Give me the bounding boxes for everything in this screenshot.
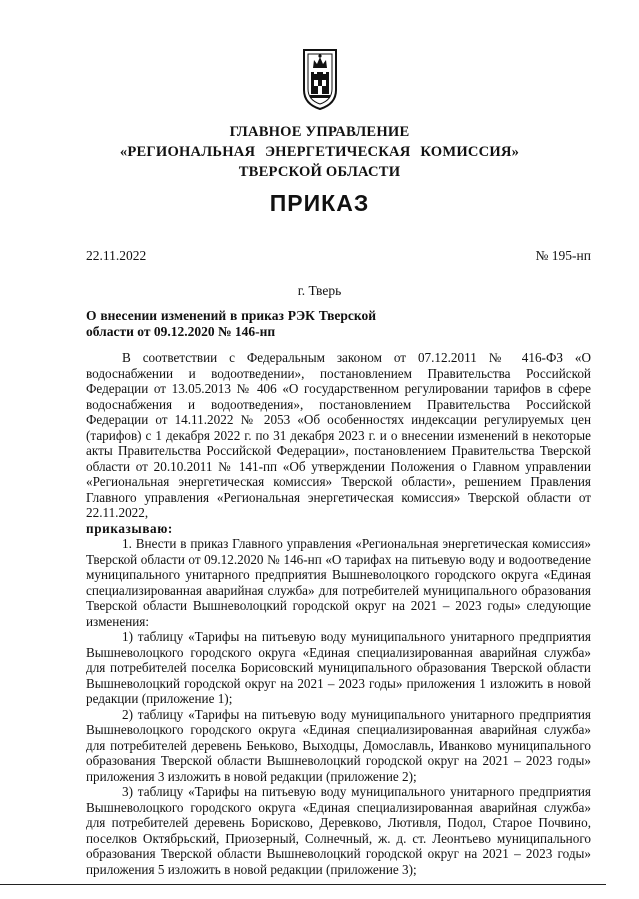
coat-of-arms-emblem [300,46,340,112]
org-name-line-3: ТВЕРСКОЙ ОБЛАСТИ [238,164,401,180]
document-body [86,350,591,877]
document-type-title: ПРИКАЗ [269,190,370,216]
preamble-paragraph: В соответствии с Федеральным законом от 07.12.2011 № 416-ФЗ «О водоснабжении и водоотведении», постановлением Правительства Российской Федерации от 13.05.2013 № 406 «О государственном регулировании тарифов в сфере водоснабжения и водоотведения», постановлением Правительства Российской Федерации от 14.11.2022 № 2053 «Об особенностях индексации регулируемых цен (тарифов) с 1 декабря 2022 г. по 31 декабря 2023 г. и о внесении изменений в некоторые акты Правительства Российской Федерации», постановлением Правительства Тверской области от 20.10.2011 № 141-пп «Об утверждении Положения о Главном управлении «Региональная энергетическая комиссия» Тверской области», решением Правления Главного управления «Региональная энергетическая комиссия» Тверской области от 22.11.2022, [86,350,591,520]
order-word: приказываю: [86,520,173,536]
bottom-rule [0,884,606,885]
document-date: 22.11.2022 [86,248,147,263]
subitem-1-paragraph: 1) таблицу «Тарифы на питьевую воду муниципального унитарного предприятия Вышневолоцкого городского округа «Единая специализированная аварийная служба» для потребителей поселка Борисовский муниципального образования Тверской области Вышневолоцкий городской округ на 2021 – 2023 годы» приложения 1 изложить в новой редакции (приложение 1); [86,629,591,706]
subitem-3-paragraph: 3) таблицу «Тарифы на питьевую воду муниципального унитарного предприятия Вышневолоцкого городского округа «Единая специализированная аварийная служба» для потребителей деревень Борисково, Деревково, Лютивля, Подол, Старое Почвино, поселков Октябрьский, Приозерный, Солнечный, ж. д. ст. Леонтьево муниципального образования Тверской области Вышневолоцкий городской округ на 2021 – 2023 годы» приложения 5 изложить в новой редакции (приложение 3); [86,784,591,877]
subitem-2-paragraph: 2) таблицу «Тарифы на питьевую воду муниципального унитарного предприятия Вышневолоцкого городского округа «Единая специализированная аварийная служба» для потребителей деревень Бењково, Выходцы, Домославль, Иванково муниципального образования Тверской области Вышневолоцкий городской округ на 2021 – 2023 годы» приложения 3 изложить в новой редакции (приложение 2); [86,706,591,784]
organization-name [0,122,639,182]
document-city: г. Тверь [297,283,342,298]
org-name-line-2: «РЕГИОНАЛЬНАЯ ЭНЕРГЕТИЧЕСКАЯ КОМИССИЯ» [119,144,520,160]
document-number: № 195-нп [535,248,591,263]
document-subject: О внесении изменений в приказ РЭК Тверской области от 09.12.2020 № 146-нп [86,308,376,339]
org-name-line-1: ГЛАВНОЕ УПРАВЛЕНИЕ [229,124,410,140]
item-1-paragraph: 1. Внести в приказ Главного управления «Региональная энергетическая комиссия» Тверской области от 09.12.2020 № 146-нп «О тарифах на питьевую воду и водоотведение муниципального унитарного предприятия Вышневолоцкого городского округа «Единая специализированная аварийная служба» для потребителей муниципального образования Тверской области Вышневолоцкий городской округ на 2021 – 2023 годы» следующие изменения: [86,536,591,629]
